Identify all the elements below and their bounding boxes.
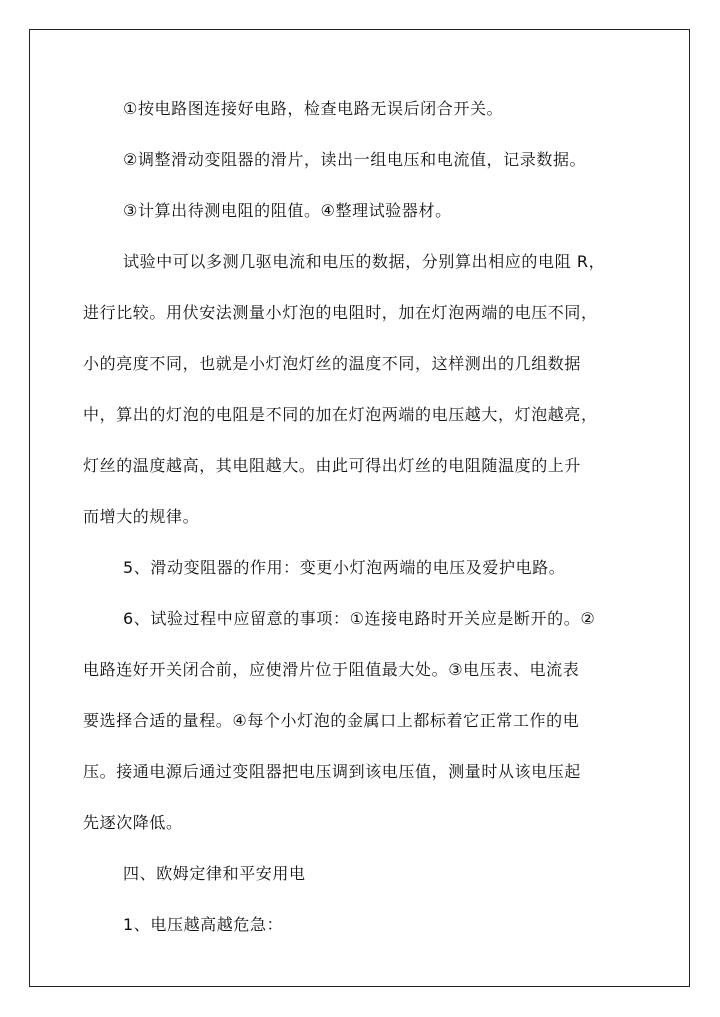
- experiment-paragraph-line-1: 试验中可以多测几驱电流和电压的数据，分别算出相应的电阻 R，: [123, 252, 606, 271]
- precautions-line-1: 6、试验过程中应留意的事项：①连接电路时开关应是断开的。②: [123, 609, 596, 628]
- step-1-line: ①按电路图连接好电路，检查电路无误后闭合开关。: [123, 99, 504, 118]
- experiment-paragraph-line-5: 灯丝的温度越高，其电阻越大。由此可得出灯丝的电阻随温度的上升: [83, 456, 582, 475]
- precautions-line-4: 压。接通电源后通过变阻器把电压调到该电压值，测量时从该电压起: [83, 762, 582, 781]
- experiment-paragraph-line-3: 小的亮度不同，也就是小灯泡灯丝的温度不同，这样测出的几组数据: [83, 354, 582, 373]
- precautions-line-5: 先逐次降低。: [83, 813, 183, 832]
- rheostat-function-line: 5、滑动变阻器的作用：变更小灯泡两端的电压及爱护电路。: [123, 558, 566, 577]
- section-heading-ohms-law: 四、欧姆定律和平安用电: [123, 864, 306, 883]
- step-3-4-line: ③计算出待测电阻的阻值。④整理试验器材。: [123, 201, 452, 220]
- precautions-line-2: 电路连好开关闭合前，应使滑片位于阻值最大处。③电压表、电流表: [83, 660, 580, 679]
- voltage-danger-line: 1、电压越高越危急：: [123, 915, 284, 934]
- experiment-paragraph-line-2: 进行比较。用伏安法测量小灯泡的电阻时，加在灯泡两端的电压不同，: [83, 303, 598, 322]
- experiment-paragraph-line-4: 中，算出的灯泡的电阻是不同的加在灯泡两端的电压越大，灯泡越亮，: [83, 405, 598, 424]
- precautions-line-3: 要选择合适的量程。④每个小灯泡的金属口上都标着它正常工作的电: [83, 711, 580, 730]
- step-2-line: ②调整滑动变阻器的滑片，读出一组电压和电流值，记录数据。: [123, 150, 587, 169]
- document-body: [83, 90, 631, 944]
- experiment-paragraph-line-6: 而增大的规律。: [83, 507, 200, 526]
